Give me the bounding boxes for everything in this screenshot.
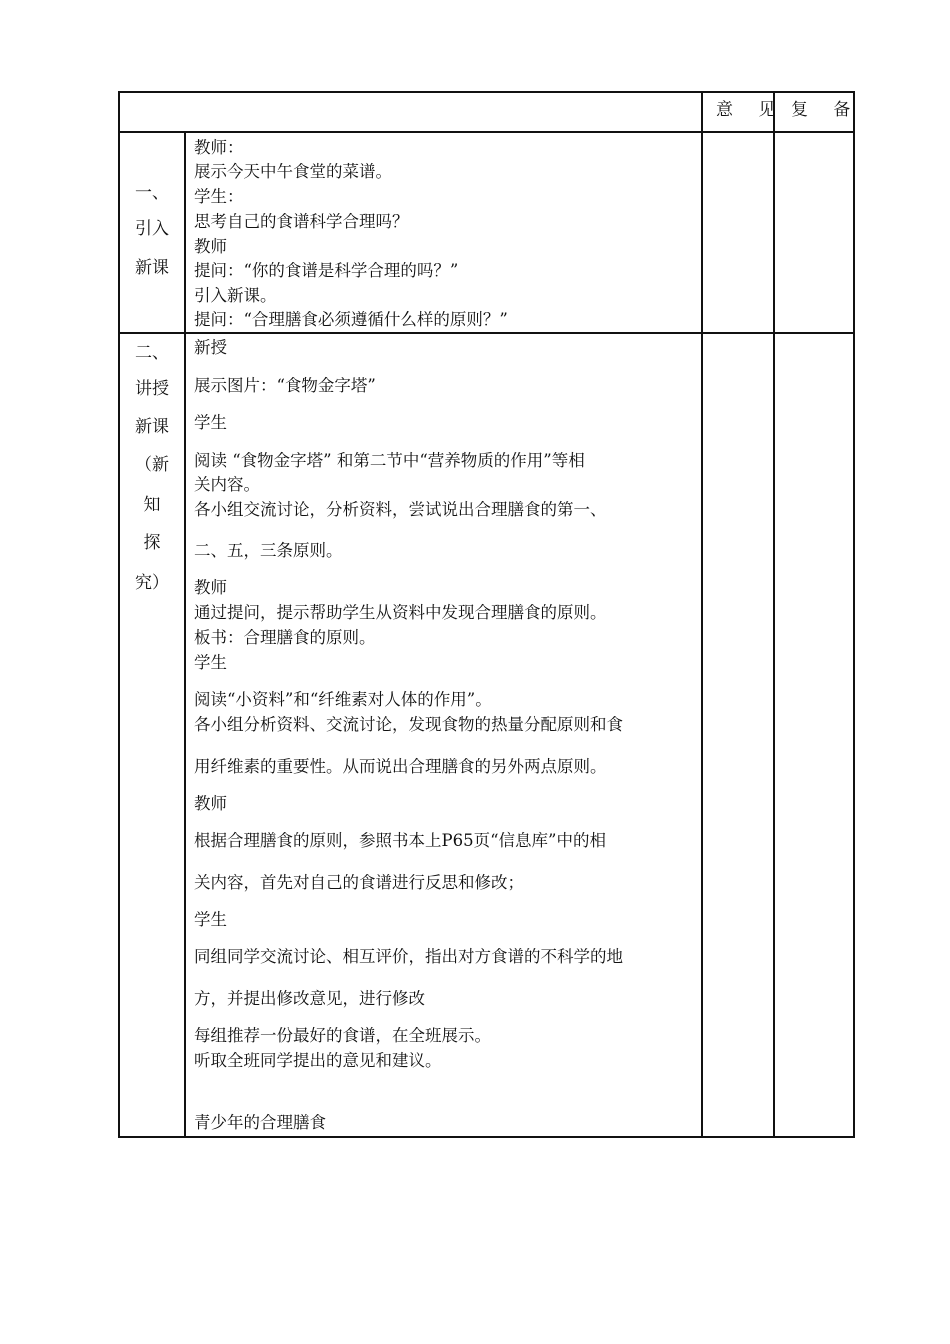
table-border-left <box>118 91 120 1138</box>
header-row-divider <box>118 131 855 133</box>
section1-line: 展示今天中午食堂的菜谱。 <box>194 162 392 181</box>
table-border-right <box>853 91 855 1138</box>
section2-line: 每组推荐一份最好的食谱，在全班展示。 <box>194 1026 491 1045</box>
section2-line: 用纤维素的重要性。从而说出合理膳食的另外两点原则。 <box>194 757 607 776</box>
section1-line: 教师： <box>194 138 244 157</box>
section2-line: 新授 <box>194 338 227 357</box>
opinion-column-divider <box>773 91 775 1138</box>
section1-label-line: 新课 <box>135 258 169 278</box>
label-column-divider <box>184 131 186 1138</box>
section1-line: 提问：“合理膳食必须遵循什么样的原则？” <box>194 310 508 329</box>
section2-label-line: （新 <box>135 455 169 475</box>
section2-line: 各小组分析资料、交流讨论，发现食物的热量分配原则和食 <box>194 715 623 734</box>
section2-line: 阅读 “食物金字塔” 和第二节中“营养物质的作用”等相 <box>194 451 585 470</box>
section1-line: 提问：“你的食谱是科学合理的吗？” <box>194 261 459 280</box>
prep-column-header: 复 备 <box>791 100 861 120</box>
section2-line: 方，并提出修改意见，进行修改 <box>194 989 425 1008</box>
section1-line: 引入新课。 <box>194 286 277 305</box>
section1-label-line: 一、 <box>135 183 169 203</box>
section2-label-line: 究） <box>135 573 169 593</box>
section2-line: 通过提问，提示帮助学生从资料中发现合理膳食的原则。 <box>194 603 607 622</box>
section2-line: 学生 <box>194 653 227 672</box>
content-column-divider <box>701 91 703 1138</box>
section2-label-line: 二、 <box>135 343 169 363</box>
opinion-column-header: 意 见 <box>716 100 786 120</box>
section2-label-line: 讲授 <box>135 379 169 399</box>
section2-line: 各小组交流讨论，分析资料，尝试说出合理膳食的第一、 <box>194 500 607 519</box>
section2-line: 学生 <box>194 413 227 432</box>
section2-line: 听取全班同学提出的意见和建议。 <box>194 1051 442 1070</box>
section2-line: 根据合理膳食的原则，参照书本上P65页“信息库”中的相 <box>194 831 606 850</box>
section2-line: 青少年的合理膳食 <box>194 1113 326 1132</box>
section2-line: 展示图片：“食物金字塔” <box>194 376 376 395</box>
section2-label-line: 知 <box>143 495 161 515</box>
table-border-top <box>118 91 855 93</box>
table-border-bottom <box>118 1136 855 1138</box>
section1-line: 思考自己的食谱科学合理吗？ <box>194 212 409 231</box>
section2-line: 板书：合理膳食的原则。 <box>194 628 376 647</box>
section2-line: 教师 <box>194 794 227 813</box>
section2-label-line: 探 <box>143 533 161 553</box>
section1-line: 学生： <box>194 187 244 206</box>
section2-line: 关内容，首先对自己的食谱进行反思和修改； <box>194 873 524 892</box>
section2-line: 学生 <box>194 910 227 929</box>
section2-line: 二、五，三条原则。 <box>194 541 343 560</box>
section2-label-line: 新课 <box>135 417 169 437</box>
section2-line: 关内容。 <box>194 475 260 494</box>
section-divider <box>118 332 855 334</box>
section2-line: 同组同学交流讨论、相互评价，指出对方食谱的不科学的地 <box>194 947 623 966</box>
section1-label-line: 引入 <box>135 219 169 239</box>
section2-line: 教师 <box>194 578 227 597</box>
section1-line: 教师 <box>194 237 227 256</box>
section2-line: 阅读“小资料”和“纤维素对人体的作用”。 <box>194 690 492 709</box>
